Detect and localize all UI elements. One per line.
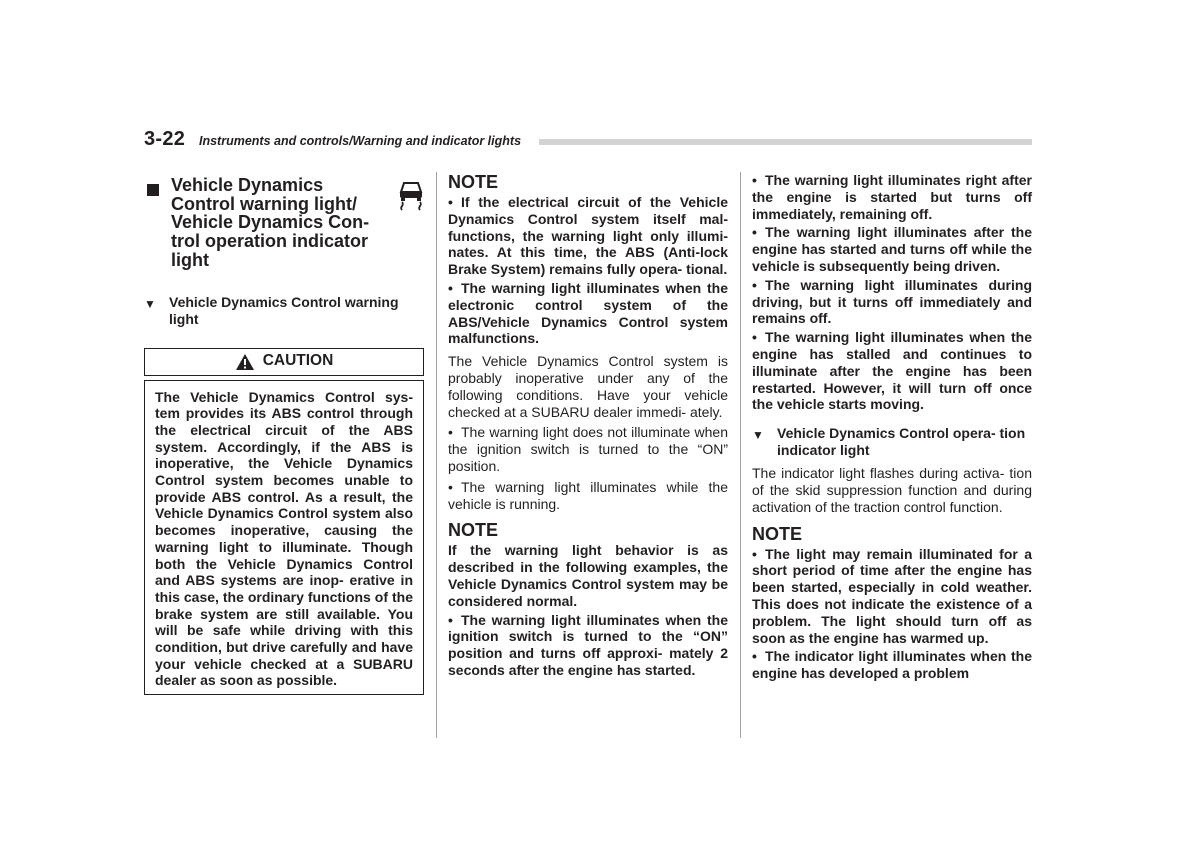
note-2-item-4-text: The warning light illuminates during driving, but it turns off immediately and remains off.: [752, 276, 1032, 327]
bullet-dot-icon: •: [752, 545, 757, 562]
note-title-1: NOTE: [448, 172, 499, 192]
warning-triangle-icon: [235, 353, 255, 371]
bullet-dot-icon: •: [448, 194, 453, 210]
note-title-3: NOTE: [752, 523, 803, 544]
note-3-item-2-text: The indicator light illuminates when the engine has developed a problem: [752, 648, 1032, 682]
note-2-item-3-text: The warning light illuminates after the engine has started and turns off while the vehicle is subsequently being driven.: [752, 224, 1032, 274]
note-1-item-2-text: The warning light illuminates when the electronic control system of the ABS/Vehicle Dynamics Control system malfunctions.: [448, 279, 728, 347]
bullet-dot-icon: •: [448, 279, 453, 296]
note-3-item-1-text: The light may remain illuminated for a short period of time after the engine has been started, especially in cold weather. This does not indicate the existence of a problem. The light should turn off as soon as the engine has warmed up.: [752, 545, 1032, 646]
note-2-item-3: [752, 224, 1032, 274]
column-2: [448, 172, 728, 681]
condition-item-2-text: The warning light illuminates while the vehicle is running.: [448, 478, 728, 512]
header-rule: [539, 139, 1032, 145]
page-header: [144, 128, 1032, 152]
note-3-item-2: [752, 648, 1032, 682]
section-title: Instruments and controls/Warning and indicator lights: [199, 134, 522, 148]
conditions-paragraph: The Vehicle Dynamics Control system is probably inoperative under any of the following conditions. Have your vehicle checked at a SUBARU dealer immedi- ately.: [448, 353, 728, 420]
indicator-paragraph: The indicator light flashes during activa- tion of the skid suppression function and during activation of the traction control function.: [752, 465, 1032, 515]
bullet-dot-icon: •: [752, 224, 757, 241]
bullet-dot-icon: •: [448, 478, 453, 495]
subheading-indicator-light: [752, 425, 1032, 459]
column-3: [752, 172, 1032, 684]
note-1-item-1: [448, 194, 728, 278]
note-1-item-1-text: If the electrical circuit of the Vehicle Dynamics Control system itself mal- functions, the warning light only illumi- nates. At this time, the ABS (Anti-lock Brake System) remains fully opera- tional.: [448, 194, 728, 278]
bullet-dot-icon: •: [448, 611, 453, 628]
condition-item-2: [448, 479, 728, 513]
note-2-item-4: [752, 277, 1032, 327]
caution-text: The Vehicle Dynamics Control sys- tem provides its ABS control through the electrical circuit of the ABS system. Accordingly, if the ABS is inoperative, the Vehicle Dynamics Control system becomes unable to provide ABS control. As a result, the Vehicle Dynamics Control system also becomes inoperative, causing the warning light to illuminate. Though both the Vehicle Dynamics Control and ABS systems are inop- erative in this case, the ordinary functions of the brake system are still available. You will be safe while driving with this condition, but drive carefully and have your vehicle checked at a SUBARU dealer as soon as possible.: [155, 388, 413, 689]
triangle-bullet-icon: ▼: [144, 296, 156, 311]
skid-control-icon: [398, 179, 424, 211]
bullet-dot-icon: •: [752, 276, 757, 293]
column-1: [144, 172, 424, 695]
note-2-item-2: [752, 172, 1032, 222]
bullet-dot-icon: •: [752, 329, 757, 346]
note-title-2: NOTE: [448, 520, 499, 541]
caution-label: CAUTION: [262, 352, 334, 370]
subheading-text: Vehicle Dynamics Control warning light: [169, 293, 399, 327]
heading-block: [144, 176, 424, 270]
triangle-bullet-icon: ▼: [752, 428, 764, 443]
condition-item-1: [448, 424, 728, 474]
column-divider-2: [740, 172, 741, 738]
subheading-text: Vehicle Dynamics Control opera- tion indicator light: [777, 425, 1026, 459]
note-2-item-5: [752, 329, 1032, 413]
condition-item-1-text: The warning light does not illuminate when the ignition switch is turned to the “ON” position.: [448, 424, 728, 474]
note-2-item-2-text: The warning light illuminates right after the engine is started but turns off immediately, remaining off.: [752, 172, 1032, 222]
note-2-intro: If the warning light behavior is as described in the following examples, the Vehicle Dynamics Control system may be considered normal.: [448, 542, 728, 609]
note-2-item-1-text: The warning light illuminates when the ignition switch is turned to the “ON” position and turns off approxi- mately 2 seconds after the engine has started.: [448, 611, 728, 678]
subheading-warning-light: [144, 294, 424, 328]
note-2-item-1: [448, 612, 728, 679]
caution-header: [144, 348, 424, 376]
heading: Vehicle Dynamics Control warning light/ Vehicle Dynamics Con- trol operation indicator light: [171, 175, 370, 270]
note-2-item-5-text: The warning light illuminates when the engine has stalled and continues to illuminate after the engine has been restarted. However, it will turn off once the vehicle starts moving.: [752, 329, 1032, 413]
square-bullet-icon: [147, 184, 159, 196]
bullet-dot-icon: •: [448, 424, 453, 441]
page-number: 3-22: [144, 128, 186, 150]
note-1-item-2: [448, 280, 728, 347]
column-divider-1: [436, 172, 437, 738]
caution-box: [144, 380, 424, 696]
bullet-dot-icon: •: [752, 172, 757, 188]
bullet-dot-icon: •: [752, 648, 757, 665]
note-3-item-1: [752, 546, 1032, 647]
